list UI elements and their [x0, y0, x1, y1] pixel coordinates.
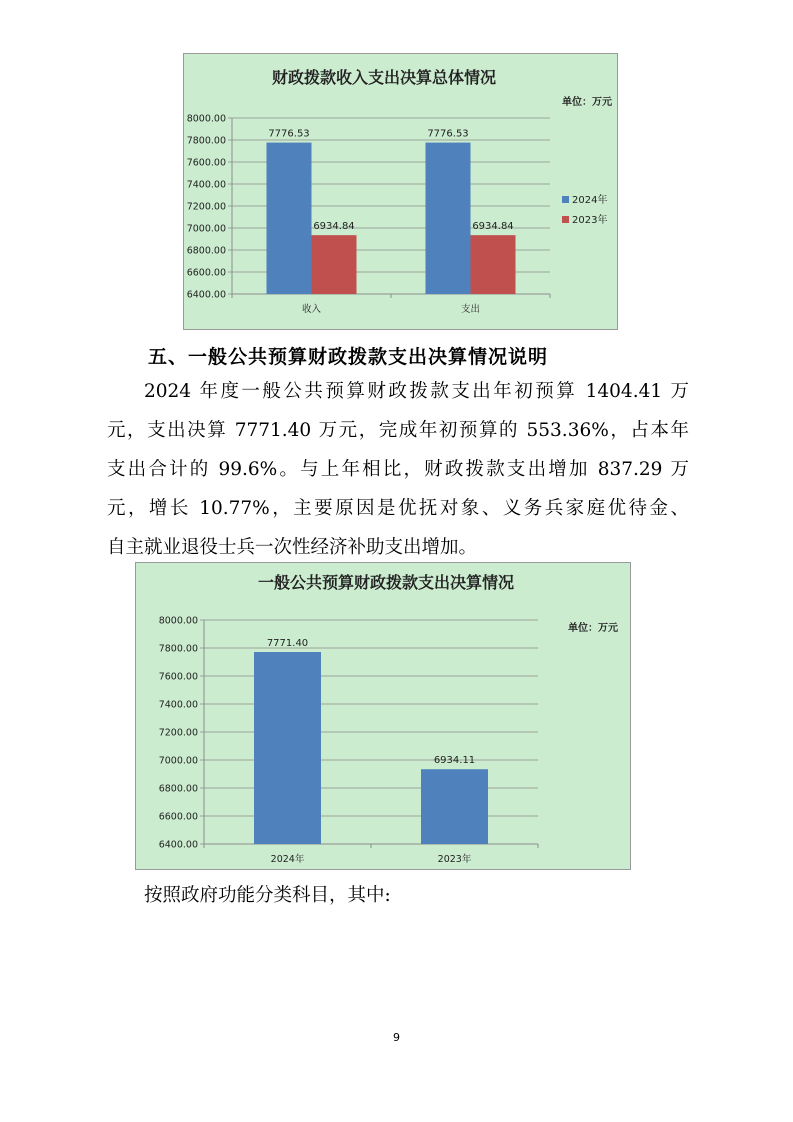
y-tick-label: 8000.00 [186, 113, 226, 125]
y-tick-label: 6800.00 [158, 783, 198, 795]
y-tick-label: 6800.00 [186, 245, 226, 257]
bar [254, 652, 321, 844]
data-label: 7776.53 [268, 128, 310, 140]
y-tick-label: 6400.00 [186, 289, 226, 301]
x-tick-label: 2024年 [270, 854, 305, 865]
y-tick-label: 6600.00 [158, 811, 198, 823]
legend-swatch [562, 216, 569, 223]
section-paragraph [107, 372, 689, 567]
y-tick-label: 7600.00 [186, 157, 226, 169]
data-label: 6934.84 [313, 221, 355, 233]
y-tick-label: 7000.00 [186, 223, 226, 235]
bar [426, 143, 471, 294]
x-tick-label: 收入 [301, 304, 322, 315]
y-tick-label: 6600.00 [186, 267, 226, 279]
paragraph-line: 元，增长 10.77%，主要原因是优抚对象、义务兵家庭优待金、 [107, 498, 689, 519]
bar [267, 143, 312, 294]
y-tick-label: 6400.00 [158, 839, 198, 851]
paragraph-line: 自主就业退役士兵一次性经济补助支出增加。 [107, 537, 478, 558]
unit-label: 单位：万元 [568, 623, 618, 634]
y-tick-label: 8000.00 [158, 615, 198, 627]
x-tick-label: 支出 [460, 304, 481, 315]
y-tick-label: 7000.00 [158, 755, 198, 767]
paragraph-line: 2024 年度一般公共预算财政拨款支出年初预算 1404.41 万 [144, 381, 689, 402]
data-label: 7771.40 [266, 638, 309, 650]
y-tick-label: 7400.00 [158, 699, 198, 711]
y-tick-label: 7400.00 [186, 179, 226, 191]
bar [312, 235, 357, 294]
legend-swatch [562, 196, 569, 203]
chart-title: 一般公共预算财政拨款支出决算情况 [257, 573, 515, 592]
unit-label: 单位：万元 [562, 97, 612, 108]
chart-svg [136, 563, 630, 869]
overall-income-expense-chart [183, 53, 618, 330]
general-budget-expense-chart [135, 562, 631, 870]
y-tick-label: 7600.00 [158, 671, 198, 683]
paragraph-line: 支出合计的 99.6%。与上年相比，财政拨款支出增加 837.29 万 [107, 459, 689, 480]
bar [421, 769, 488, 844]
data-label: 6934.11 [433, 755, 476, 767]
data-label: 6934.84 [472, 221, 514, 233]
page-number: 9 [393, 1031, 400, 1044]
paragraph-line: 元，支出决算 7771.40 万元，完成年初预算的 553.36%，占本年 [107, 420, 689, 441]
classification-note: 按照政府功能分类科目，其中: [144, 885, 391, 906]
legend-label: 2023年 [572, 215, 608, 226]
legend-label: 2024年 [572, 195, 608, 206]
x-tick-label: 2023年 [437, 854, 472, 865]
y-tick-label: 7200.00 [186, 201, 226, 213]
section-heading: 五、一般公共预算财政拨款支出决算情况说明 [148, 346, 549, 368]
y-tick-label: 7800.00 [158, 643, 198, 655]
y-tick-label: 7800.00 [186, 135, 226, 147]
chart-svg [184, 54, 617, 329]
y-tick-label: 7200.00 [158, 727, 198, 739]
chart-title: 财政拨款收入支出决算总体情况 [271, 68, 497, 87]
data-label: 7776.53 [427, 128, 469, 140]
bar [471, 235, 516, 294]
